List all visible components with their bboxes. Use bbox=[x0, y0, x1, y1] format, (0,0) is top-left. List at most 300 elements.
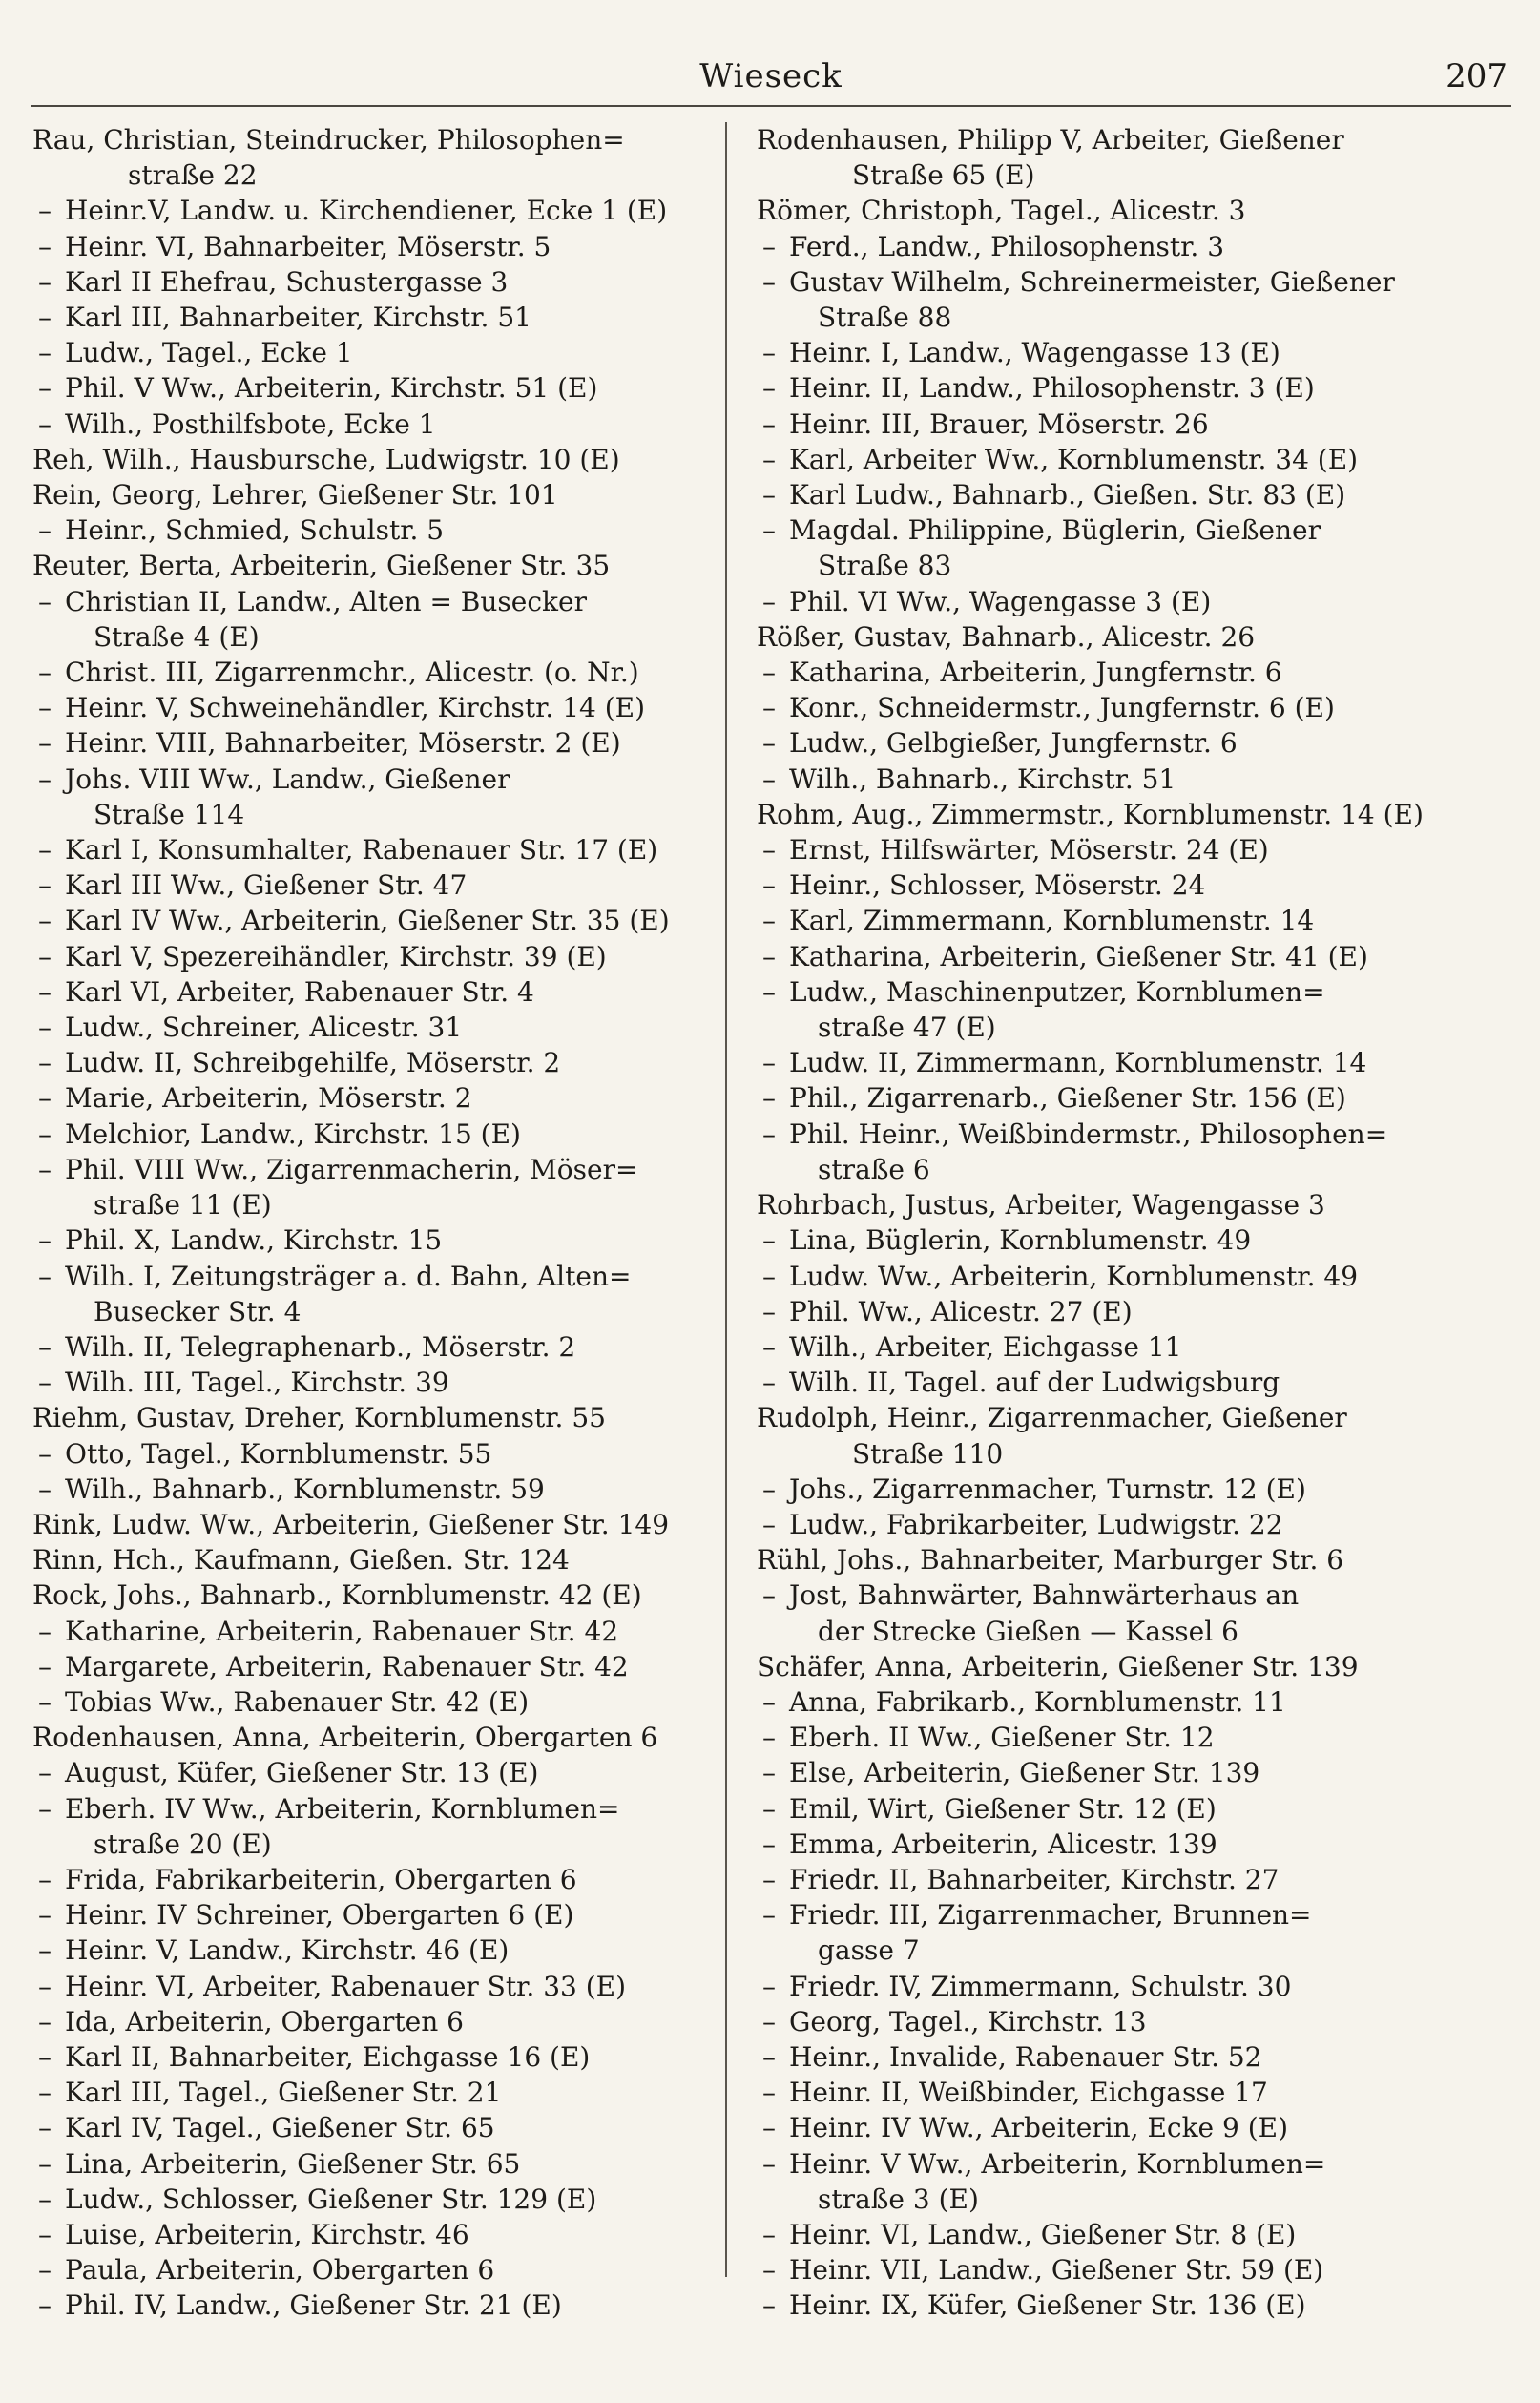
directory-subentry bbox=[757, 867, 1434, 903]
directory-subentry bbox=[32, 2075, 710, 2110]
directory-subentry bbox=[757, 1755, 1434, 1790]
directory-subentry bbox=[757, 584, 1434, 619]
entry-text: Wilh., Bahnarb., Kirchstr. 51 bbox=[789, 763, 1176, 795]
entry-text: Rau, Christian, Steindrucker, Philosophen= bbox=[32, 124, 625, 156]
right-column bbox=[757, 122, 1434, 2324]
directory-subentry bbox=[757, 1720, 1434, 1755]
entry-text: Ludw. Ww., Arbeiterin, Kornblumenstr. 49 bbox=[789, 1260, 1359, 1292]
entry-text: Heinr. VIII, Bahnarbeiter, Möserstr. 2 (E) bbox=[65, 727, 621, 760]
directory-entry bbox=[757, 193, 1434, 228]
entry-text: Ludw. II, Zimmermann, Kornblumenstr. 14 bbox=[789, 1047, 1367, 1079]
ditto-dash: – bbox=[762, 1970, 776, 2002]
entry-continuation: straße 47 (E) bbox=[818, 1012, 996, 1044]
entry-text: Karl II Ehefrau, Schustergasse 3 bbox=[65, 265, 509, 298]
ditto-dash: – bbox=[762, 1722, 776, 1754]
directory-subentry bbox=[32, 1152, 710, 1222]
directory-subentry bbox=[757, 2252, 1434, 2288]
entry-continuation: straße 22 bbox=[128, 159, 258, 192]
ditto-dash: – bbox=[38, 1615, 52, 1647]
directory-subentry bbox=[757, 1827, 1434, 1862]
entry-text: Wilh., Bahnarb., Kornblumenstr. 59 bbox=[65, 1473, 545, 1505]
entry-text: Friedr. II, Bahnarbeiter, Kirchstr. 27 bbox=[789, 1863, 1280, 1895]
entry-text: Emma, Arbeiterin, Alicestr. 139 bbox=[789, 1828, 1217, 1860]
ditto-dash: – bbox=[762, 1828, 776, 1860]
directory-subentry bbox=[32, 2004, 710, 2039]
ditto-dash: – bbox=[762, 2005, 776, 2037]
entry-text: Heinr., Invalide, Rabenauer Str. 52 bbox=[789, 2040, 1262, 2073]
ditto-dash: – bbox=[762, 372, 776, 405]
ditto-dash: – bbox=[762, 1579, 776, 1612]
ditto-dash: – bbox=[38, 975, 52, 1008]
entry-text: Paula, Arbeiterin, Obergarten 6 bbox=[65, 2254, 495, 2287]
ditto-dash: – bbox=[38, 1082, 52, 1115]
ditto-dash: – bbox=[762, 1118, 776, 1150]
ditto-dash: – bbox=[762, 1295, 776, 1327]
ditto-dash: – bbox=[762, 1899, 776, 1932]
entry-continuation: Straße 83 bbox=[818, 550, 952, 582]
entry-text: Katharina, Arbeiterin, Gießener Str. 41 (E) bbox=[789, 940, 1368, 972]
ditto-dash: – bbox=[762, 657, 776, 689]
entry-continuation: Straße 110 bbox=[852, 1437, 1004, 1470]
ditto-dash: – bbox=[762, 1685, 776, 1718]
directory-subentry bbox=[32, 867, 710, 903]
entry-text: August, Küfer, Gießener Str. 13 (E) bbox=[65, 1757, 539, 1789]
entry-text: Else, Arbeiterin, Gießener Str. 139 bbox=[789, 1757, 1260, 1789]
entry-continuation: Straße 65 (E) bbox=[852, 159, 1035, 192]
ditto-dash: – bbox=[762, 407, 776, 440]
ditto-dash: – bbox=[38, 230, 52, 262]
directory-subentry bbox=[32, 1684, 710, 1720]
ditto-dash: – bbox=[762, 1792, 776, 1825]
ditto-dash: – bbox=[762, 1473, 776, 1505]
directory-subentry bbox=[757, 229, 1434, 264]
directory-subentry bbox=[32, 1259, 710, 1329]
entry-text: Ludw., Tagel., Ecke 1 bbox=[65, 337, 353, 369]
entry-text: Friedr. IV, Zimmermann, Schulstr. 30 bbox=[789, 1970, 1292, 2002]
directory-entry bbox=[32, 477, 710, 512]
entry-text: Rodenhausen, Anna, Arbeiterin, Obergarten 6 bbox=[32, 1722, 658, 1754]
entry-text: Eberh. II Ww., Gießener Str. 12 bbox=[789, 1722, 1215, 1754]
entry-text: Karl III Ww., Gießener Str. 47 bbox=[65, 869, 468, 902]
ditto-dash: – bbox=[38, 1899, 52, 1932]
ditto-dash: – bbox=[38, 727, 52, 760]
ditto-dash: – bbox=[38, 692, 52, 724]
ditto-dash: – bbox=[762, 2147, 776, 2180]
entry-text: Gustav Wilhelm, Schreinermeister, Gießener bbox=[789, 265, 1395, 298]
ditto-dash: – bbox=[38, 940, 52, 972]
entry-text: Ludw., Schlosser, Gießener Str. 129 (E) bbox=[65, 2183, 597, 2215]
entry-text: Ida, Arbeiterin, Obergarten 6 bbox=[65, 2005, 464, 2037]
ditto-dash: – bbox=[38, 1367, 52, 1399]
entry-text: Heinr. III, Brauer, Möserstr. 26 bbox=[789, 407, 1209, 440]
directory-subentry bbox=[32, 1329, 710, 1365]
entry-text: Ludw. II, Schreibgehilfe, Möserstr. 2 bbox=[65, 1047, 561, 1079]
entry-text: Ludw., Maschinenputzer, Kornblumen= bbox=[789, 975, 1325, 1008]
directory-subentry bbox=[32, 264, 710, 300]
directory-subentry bbox=[32, 725, 710, 761]
entry-text: Rudolph, Heinr., Zigarrenmacher, Gießener bbox=[757, 1402, 1347, 1434]
entry-text: Reh, Wilh., Hausbursche, Ludwigstr. 10 (E) bbox=[32, 443, 620, 475]
directory-subentry bbox=[757, 1080, 1434, 1116]
entry-text: Wilh. III, Tagel., Kirchstr. 39 bbox=[65, 1367, 449, 1399]
directory-subentry bbox=[757, 1578, 1434, 1648]
directory-subentry bbox=[757, 655, 1434, 690]
entry-text: Melchior, Landw., Kirchstr. 15 (E) bbox=[65, 1118, 521, 1150]
ditto-dash: – bbox=[762, 1082, 776, 1115]
entry-text: Heinr. II, Landw., Philosophenstr. 3 (E) bbox=[789, 372, 1315, 405]
directory-subentry bbox=[757, 1507, 1434, 1542]
entry-text: Heinr. V, Landw., Kirchstr. 46 (E) bbox=[65, 1934, 510, 1967]
directory-subentry bbox=[32, 1472, 710, 1507]
directory-subentry bbox=[757, 2110, 1434, 2145]
entry-text: Phil. Ww., Alicestr. 27 (E) bbox=[789, 1295, 1133, 1327]
ditto-dash: – bbox=[38, 2040, 52, 2073]
directory-subentry bbox=[757, 974, 1434, 1045]
ditto-dash: – bbox=[762, 2040, 776, 2073]
ditto-dash: – bbox=[38, 2183, 52, 2215]
ditto-dash: – bbox=[38, 337, 52, 369]
directory-subentry bbox=[32, 300, 710, 335]
entry-continuation: straße 3 (E) bbox=[818, 2183, 979, 2215]
ditto-dash: – bbox=[762, 265, 776, 298]
directory-subentry bbox=[32, 193, 710, 228]
ditto-dash: – bbox=[762, 975, 776, 1008]
entry-text: Eberh. IV Ww., Arbeiterin, Kornblumen= bbox=[65, 1792, 620, 1825]
entry-text: Wilh. I, Zeitungsträger a. d. Bahn, Alten= bbox=[65, 1260, 632, 1292]
entry-text: Heinr., Schlosser, Möserstr. 24 bbox=[789, 869, 1206, 902]
entry-text: Johs. VIII Ww., Landw., Gießener bbox=[65, 763, 510, 795]
ditto-dash: – bbox=[38, 2005, 52, 2037]
directory-entry bbox=[757, 1187, 1434, 1222]
entry-text: Emil, Wirt, Gießener Str. 12 (E) bbox=[789, 1792, 1217, 1825]
directory-subentry bbox=[32, 512, 710, 548]
directory-subentry bbox=[757, 2075, 1434, 2110]
directory-subentry bbox=[32, 762, 710, 832]
entry-text: Reuter, Berta, Arbeiterin, Gießener Str. 35 bbox=[32, 550, 611, 582]
directory-subentry bbox=[32, 2110, 710, 2145]
directory-entry bbox=[32, 442, 710, 477]
directory-subentry bbox=[32, 584, 710, 655]
ditto-dash: – bbox=[762, 1330, 776, 1363]
directory-subentry bbox=[757, 2039, 1434, 2075]
directory-subentry bbox=[757, 264, 1434, 335]
directory-subentry bbox=[32, 939, 710, 974]
ditto-dash: – bbox=[762, 692, 776, 724]
ditto-dash: – bbox=[38, 1473, 52, 1505]
ditto-dash: – bbox=[38, 1118, 52, 1150]
directory-entry bbox=[757, 1649, 1434, 1684]
ditto-dash: – bbox=[762, 727, 776, 760]
entry-continuation: straße 6 bbox=[818, 1153, 930, 1185]
directory-subentry bbox=[32, 1969, 710, 2004]
directory-subentry bbox=[757, 407, 1434, 442]
ditto-dash: – bbox=[762, 2218, 776, 2250]
entry-text: Karl, Zimmermann, Kornblumenstr. 14 bbox=[789, 905, 1315, 937]
ditto-dash: – bbox=[38, 834, 52, 867]
directory-subentry bbox=[32, 1614, 710, 1649]
directory-subentry bbox=[32, 1791, 710, 1862]
entry-text: Rößer, Gustav, Bahnarb., Alicestr. 26 bbox=[757, 620, 1256, 653]
ditto-dash: – bbox=[38, 1224, 52, 1257]
directory-subentry bbox=[757, 903, 1434, 938]
directory-subentry bbox=[32, 1222, 710, 1258]
entry-text: Friedr. III, Zigarrenmacher, Brunnen= bbox=[789, 1899, 1312, 1932]
ditto-dash: – bbox=[38, 763, 52, 795]
entry-text: Phil. V Ww., Arbeiterin, Kirchstr. 51 (E) bbox=[65, 372, 598, 405]
page-header bbox=[31, 50, 1511, 107]
entry-text: Heinr. VI, Landw., Gießener Str. 8 (E) bbox=[789, 2218, 1297, 2250]
entry-text: Johs., Zigarrenmacher, Turnstr. 12 (E) bbox=[789, 1473, 1306, 1505]
directory-entry bbox=[757, 122, 1434, 193]
entry-text: Rinn, Hch., Kaufmann, Gießen. Str. 124 bbox=[32, 1544, 570, 1577]
directory-subentry bbox=[757, 1294, 1434, 1329]
ditto-dash: – bbox=[38, 407, 52, 440]
directory-subentry bbox=[32, 370, 710, 406]
entry-text: Anna, Fabrikarb., Kornblumenstr. 11 bbox=[789, 1685, 1286, 1718]
directory-subentry bbox=[757, 762, 1434, 797]
entry-text: Heinr. V, Schweinehändler, Kirchstr. 14 (E) bbox=[65, 692, 646, 724]
directory-subentry bbox=[32, 690, 710, 725]
directory-subentry bbox=[757, 1117, 1434, 1187]
directory-subentry bbox=[757, 1897, 1434, 1968]
ditto-dash: – bbox=[38, 514, 52, 547]
ditto-dash: – bbox=[38, 905, 52, 937]
directory-entry bbox=[32, 1542, 710, 1578]
directory-subentry bbox=[32, 2252, 710, 2288]
ditto-dash: – bbox=[762, 514, 776, 547]
entry-text: Phil. IV, Landw., Gießener Str. 21 (E) bbox=[65, 2289, 562, 2322]
directory-entry bbox=[32, 1400, 710, 1435]
directory-entry bbox=[757, 797, 1434, 832]
ditto-dash: – bbox=[38, 372, 52, 405]
entry-text: Karl VI, Arbeiter, Rabenauer Str. 4 bbox=[65, 975, 534, 1008]
ditto-dash: – bbox=[38, 265, 52, 298]
directory-subentry bbox=[757, 512, 1434, 583]
directory-subentry bbox=[32, 903, 710, 938]
ditto-dash: – bbox=[38, 1757, 52, 1789]
directory-subentry bbox=[757, 1472, 1434, 1507]
entry-text: Wilh., Arbeiter, Eichgasse 11 bbox=[789, 1330, 1182, 1363]
ditto-dash: – bbox=[762, 905, 776, 937]
directory-subentry bbox=[32, 655, 710, 690]
entry-text: Katharina, Arbeiterin, Jungfernstr. 6 bbox=[789, 657, 1282, 689]
entry-text: Heinr. IV Schreiner, Obergarten 6 (E) bbox=[65, 1899, 574, 1932]
ditto-dash: – bbox=[762, 1367, 776, 1399]
directory-subentry bbox=[757, 1684, 1434, 1720]
ditto-dash: – bbox=[38, 1047, 52, 1079]
ditto-dash: – bbox=[38, 869, 52, 902]
directory-subentry bbox=[757, 1365, 1434, 1400]
directory-subentry bbox=[757, 1862, 1434, 1897]
entry-text: Heinr. VII, Landw., Gießener Str. 59 (E) bbox=[789, 2254, 1324, 2287]
page-number: 207 bbox=[1446, 57, 1508, 95]
directory-subentry bbox=[32, 229, 710, 264]
entry-text: Rohm, Aug., Zimmermstr., Kornblumenstr. 14 (E) bbox=[757, 798, 1424, 830]
directory-subentry bbox=[32, 1436, 710, 1472]
directory-subentry bbox=[757, 690, 1434, 725]
ditto-dash: – bbox=[762, 2077, 776, 2109]
ditto-dash: – bbox=[38, 585, 52, 617]
ditto-dash: – bbox=[762, 585, 776, 617]
directory-subentry bbox=[757, 477, 1434, 512]
directory-subentry bbox=[757, 832, 1434, 867]
entry-text: Phil. Heinr., Weißbindermstr., Philosophen= bbox=[789, 1118, 1388, 1150]
left-column bbox=[32, 122, 710, 2324]
entry-text: Luise, Arbeiterin, Kirchstr. 46 bbox=[65, 2218, 469, 2250]
entry-continuation: straße 11 (E) bbox=[94, 1189, 272, 1222]
entry-text: Karl I, Konsumhalter, Rabenauer Str. 17 (E) bbox=[65, 834, 658, 867]
ditto-dash: – bbox=[38, 657, 52, 689]
entry-text: Karl II, Bahnarbeiter, Eichgasse 16 (E) bbox=[65, 2040, 591, 2073]
directory-subentry bbox=[32, 1117, 710, 1152]
entry-text: Phil., Zigarrenarb., Gießener Str. 156 (E) bbox=[789, 1082, 1346, 1115]
directory-entry bbox=[757, 1542, 1434, 1578]
directory-subentry bbox=[757, 1791, 1434, 1827]
entry-text: Karl V, Spezereihändler, Kirchstr. 39 (E) bbox=[65, 940, 607, 972]
directory-subentry bbox=[32, 2182, 710, 2217]
entry-continuation: Straße 88 bbox=[818, 302, 952, 334]
entry-text: Ludw., Fabrikarbeiter, Ludwigstr. 22 bbox=[789, 1508, 1283, 1540]
ditto-dash: – bbox=[762, 337, 776, 369]
entry-continuation: straße 20 (E) bbox=[94, 1828, 272, 1860]
ditto-dash: – bbox=[762, 1047, 776, 1079]
entry-text: Heinr. VI, Arbeiter, Rabenauer Str. 33 (E) bbox=[65, 1970, 627, 2002]
directory-subentry bbox=[757, 2288, 1434, 2323]
entry-text: Ludw., Schreiner, Alicestr. 31 bbox=[65, 1012, 463, 1044]
ditto-dash: – bbox=[762, 1260, 776, 1292]
ditto-dash: – bbox=[38, 1330, 52, 1363]
entry-text: Ferd., Landw., Philosophenstr. 3 bbox=[789, 230, 1225, 262]
entry-text: Rink, Ludw. Ww., Arbeiterin, Gießener Str. 149 bbox=[32, 1508, 670, 1540]
ditto-dash: – bbox=[762, 834, 776, 867]
directory-subentry bbox=[32, 1862, 710, 1897]
ditto-dash: – bbox=[38, 2077, 52, 2109]
directory-subentry bbox=[32, 2039, 710, 2075]
entry-text: Margarete, Arbeiterin, Rabenauer Str. 42 bbox=[65, 1650, 629, 1682]
entry-continuation: der Strecke Gießen — Kassel 6 bbox=[818, 1615, 1238, 1647]
entry-text: Heinr. I, Landw., Wagengasse 13 (E) bbox=[789, 337, 1280, 369]
entry-text: Rock, Johs., Bahnarb., Kornblumenstr. 42 (E) bbox=[32, 1579, 642, 1612]
ditto-dash: – bbox=[762, 443, 776, 475]
page-title: Wieseck bbox=[699, 57, 843, 95]
entry-text: Heinr.V, Landw. u. Kirchendiener, Ecke 1 (E) bbox=[65, 195, 668, 227]
directory-subentry bbox=[32, 1755, 710, 1790]
entry-text: Konr., Schneidermstr., Jungfernstr. 6 (E) bbox=[789, 692, 1335, 724]
entry-text: Heinr. II, Weißbinder, Eichgasse 17 bbox=[789, 2077, 1268, 2109]
ditto-dash: – bbox=[38, 2112, 52, 2144]
entry-text: Jost, Bahnwärter, Bahnwärterhaus an bbox=[789, 1579, 1300, 1612]
entry-continuation: Busecker Str. 4 bbox=[94, 1295, 302, 1327]
column-divider bbox=[725, 122, 727, 2277]
directory-subentry bbox=[32, 2146, 710, 2182]
entry-text: Tobias Ww., Rabenauer Str. 42 (E) bbox=[65, 1685, 530, 1718]
entry-text: Magdal. Philippine, Büglerin, Gießener bbox=[789, 514, 1321, 547]
ditto-dash: – bbox=[38, 1792, 52, 1825]
ditto-dash: – bbox=[762, 2112, 776, 2144]
directory-subentry bbox=[757, 1222, 1434, 1258]
ditto-dash: – bbox=[762, 940, 776, 972]
entry-text: Schäfer, Anna, Arbeiterin, Gießener Str. 139 bbox=[757, 1650, 1359, 1682]
entry-text: Wilh. II, Telegraphenarb., Möserstr. 2 bbox=[65, 1330, 576, 1363]
directory-subentry bbox=[32, 2288, 710, 2323]
directory-subentry bbox=[757, 1045, 1434, 1080]
entry-text: Karl III, Bahnarbeiter, Kirchstr. 51 bbox=[65, 302, 531, 334]
entry-text: Katharine, Arbeiterin, Rabenauer Str. 42 bbox=[65, 1615, 619, 1647]
ditto-dash: – bbox=[38, 2147, 52, 2180]
entry-text: Karl, Arbeiter Ww., Kornblumenstr. 34 (E) bbox=[789, 443, 1359, 475]
directory-entry bbox=[757, 619, 1434, 655]
ditto-dash: – bbox=[762, 230, 776, 262]
directory-entry bbox=[32, 1578, 710, 1613]
entry-text: Karl IV Ww., Arbeiterin, Gießener Str. 35 (E) bbox=[65, 905, 670, 937]
ditto-dash: – bbox=[762, 1863, 776, 1895]
directory-subentry bbox=[757, 442, 1434, 477]
ditto-dash: – bbox=[38, 1260, 52, 1292]
entry-continuation: Straße 114 bbox=[94, 798, 245, 830]
entry-text: Heinr. VI, Bahnarbeiter, Möserstr. 5 bbox=[65, 230, 551, 262]
entry-text: Rein, Georg, Lehrer, Gießener Str. 101 bbox=[32, 479, 558, 512]
directory-entry bbox=[32, 548, 710, 583]
directory-subentry bbox=[32, 1933, 710, 1968]
entry-text: Heinr. V Ww., Arbeiterin, Kornblumen= bbox=[789, 2147, 1326, 2180]
directory-entry bbox=[32, 1507, 710, 1542]
directory-subentry bbox=[757, 2146, 1434, 2217]
entry-text: Riehm, Gustav, Dreher, Kornblumenstr. 55 bbox=[32, 1402, 606, 1434]
ditto-dash: – bbox=[762, 479, 776, 512]
directory-subentry bbox=[757, 370, 1434, 406]
directory-subentry bbox=[757, 725, 1434, 761]
entry-text: Rohrbach, Justus, Arbeiter, Wagengasse 3 bbox=[757, 1189, 1325, 1222]
entry-text: Römer, Christoph, Tagel., Alicestr. 3 bbox=[757, 195, 1246, 227]
entry-text: Heinr. IX, Küfer, Gießener Str. 136 (E) bbox=[789, 2289, 1306, 2322]
entry-text: Heinr., Schmied, Schulstr. 5 bbox=[65, 514, 445, 547]
directory-subentry bbox=[32, 1080, 710, 1116]
directory-subentry bbox=[32, 1897, 710, 1933]
entry-text: Heinr. IV Ww., Arbeiterin, Ecke 9 (E) bbox=[789, 2112, 1289, 2144]
entry-text: Georg, Tagel., Kirchstr. 13 bbox=[789, 2005, 1147, 2037]
directory-subentry bbox=[32, 974, 710, 1010]
ditto-dash: – bbox=[38, 302, 52, 334]
entry-text: Frida, Fabrikarbeiterin, Obergarten 6 bbox=[65, 1863, 577, 1895]
entry-text: Lina, Büglerin, Kornblumenstr. 49 bbox=[789, 1224, 1252, 1257]
ditto-dash: – bbox=[38, 1863, 52, 1895]
ditto-dash: – bbox=[38, 1012, 52, 1044]
entry-continuation: gasse 7 bbox=[818, 1934, 920, 1967]
entry-text: Otto, Tagel., Kornblumenstr. 55 bbox=[65, 1437, 492, 1470]
directory-subentry bbox=[32, 407, 710, 442]
ditto-dash: – bbox=[38, 1650, 52, 1682]
ditto-dash: – bbox=[38, 2289, 52, 2322]
directory-subentry bbox=[757, 1329, 1434, 1365]
directory-subentry bbox=[757, 2217, 1434, 2252]
directory-subentry bbox=[32, 1365, 710, 1400]
directory-subentry bbox=[757, 1969, 1434, 2004]
ditto-dash: – bbox=[38, 195, 52, 227]
entry-text: Karl III, Tagel., Gießener Str. 21 bbox=[65, 2077, 502, 2109]
entry-text: Wilh., Posthilfsbote, Ecke 1 bbox=[65, 407, 436, 440]
directory-subentry bbox=[32, 1010, 710, 1045]
ditto-dash: – bbox=[762, 2254, 776, 2287]
ditto-dash: – bbox=[762, 1224, 776, 1257]
directory-subentry bbox=[757, 335, 1434, 370]
entry-text: Karl IV, Tagel., Gießener Str. 65 bbox=[65, 2112, 495, 2144]
entry-text: Phil. VI Ww., Wagengasse 3 (E) bbox=[789, 585, 1212, 617]
entry-text: Ludw., Gelbgießer, Jungfernstr. 6 bbox=[789, 727, 1238, 760]
ditto-dash: – bbox=[38, 1153, 52, 1185]
entry-text: Christ. III, Zigarrenmchr., Alicestr. (o. Nr.) bbox=[65, 657, 639, 689]
entry-text: Lina, Arbeiterin, Gießener Str. 65 bbox=[65, 2147, 521, 2180]
entry-text: Karl Ludw., Bahnarb., Gießen. Str. 83 (E) bbox=[789, 479, 1346, 512]
